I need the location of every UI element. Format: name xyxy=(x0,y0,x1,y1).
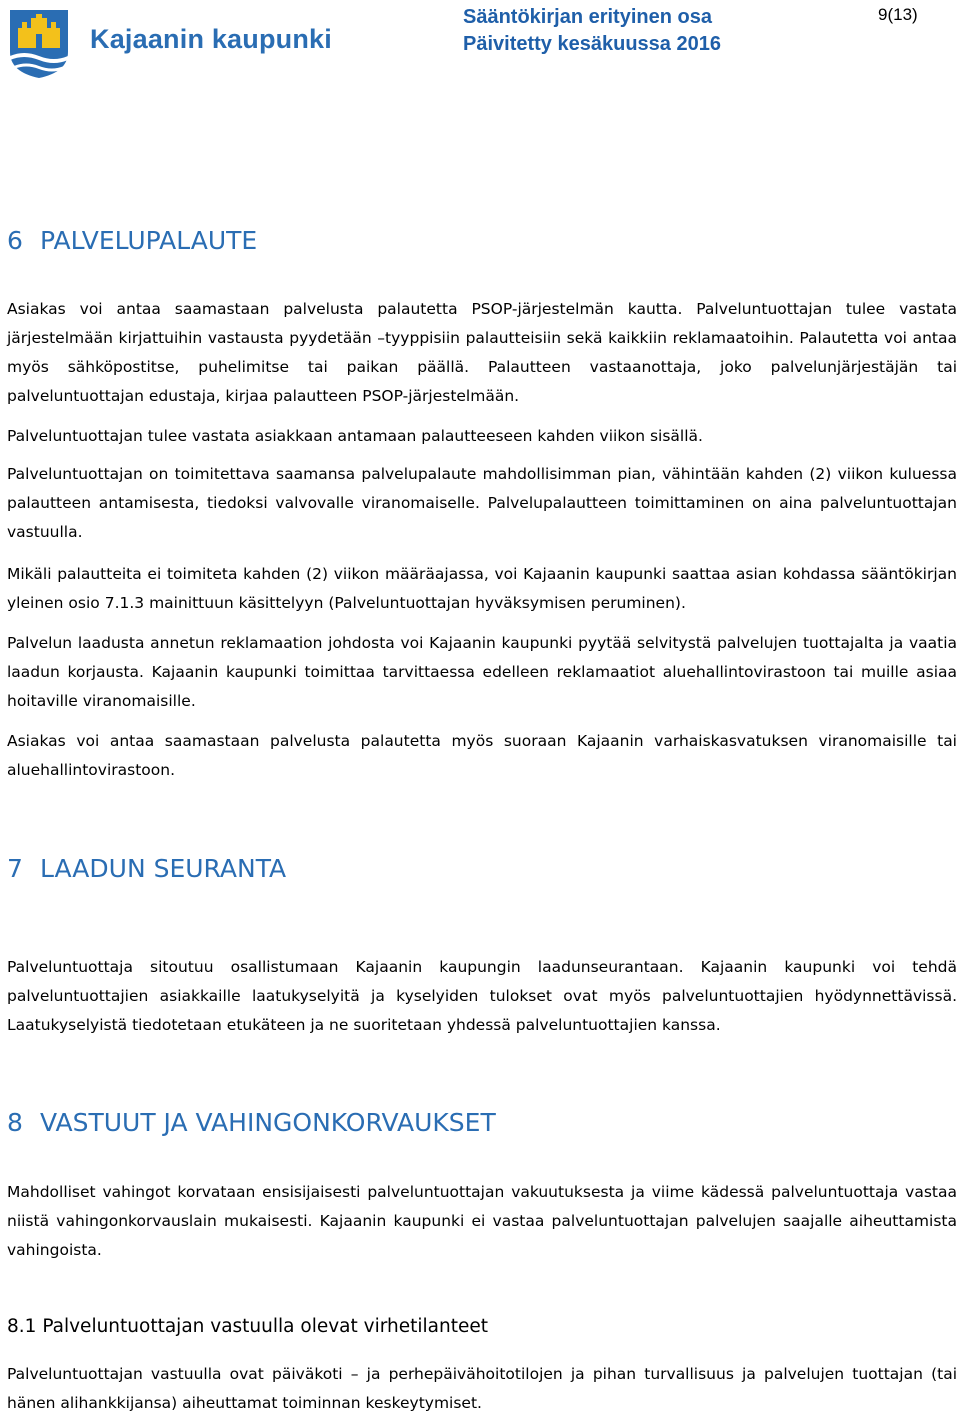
subsection-number: 8.1 xyxy=(7,1316,37,1337)
logo-wordmark: Kajaanin kaupunki xyxy=(90,24,332,54)
section-6-paragraph: Palvelun laadusta annetun reklamaation johdosta voi Kajaanin kaupunki pyytää selvitystä palvelujen tuottajalta ja vaatia laadun korjausta. Kajaanin kaupunki toimittaa tarvittaessa edelleen reklamaatiot aluehallintovirastoon tai muille asiaa hoitaville viranomaisille. xyxy=(7,634,957,710)
section-6-paragraph: Palveluntuottajan on toimitettava saamansa palvelupalaute mahdollisimman pian, vähintään kahden (2) viikon kuluessa palautteen antamisesta, tiedoksi valvovalle viranomaiselle. Palvelupalautteen toimittaminen on aina palveluntuottajan vastuulla. xyxy=(7,465,957,541)
section-7-heading xyxy=(7,854,286,883)
section-number: 8 xyxy=(7,1108,23,1137)
section-8-paragraph: Palveluntuottajan vastuulla ovat päiväkoti – ja perhepäivähoitotilojen ja pihan turvallisuus ja palvelujen tuottajan (tai hänen alihankkijansa) aiheuttamat toiminnan keskeytymiset. xyxy=(7,1365,957,1412)
section-title: LAADUN SEURANTA xyxy=(40,854,287,883)
kajaani-coat-of-arms-icon xyxy=(8,8,70,80)
section-title: PALVELUPALAUTE xyxy=(40,226,258,255)
section-number: 7 xyxy=(7,854,23,883)
section-number: 6 xyxy=(7,226,23,255)
subsection-8-1-heading xyxy=(7,1316,488,1337)
document-title xyxy=(463,4,721,58)
section-8-heading xyxy=(7,1108,496,1137)
section-7-paragraph: Palveluntuottaja sitoutuu osallistumaan Kajaanin kaupungin laadunseurantaan. Kajaanin kaupunki voi tehdä palveluntuottajien asiakkaille laatukyselyitä ja kyselyiden tulokset ovat myös palveluntuottajien hyödynnettävissä. Laatukyselyistä tiedotetaan etukäteen ja ne suoritetaan yhdessä palveluntuottajien kanssa. xyxy=(7,958,957,1034)
section-6-paragraph: Asiakas voi antaa saamastaan palvelusta palautetta myös suoraan Kajaanin varhaiskasvatuksen viranomaisille tai aluehallintovirastoon. xyxy=(7,732,957,779)
section-8-paragraph: Mahdolliset vahingot korvataan ensisijaisesti palveluntuottajan vakuutuksesta ja viime kädessä palveluntuottaja vastaa niistä vahingonkorvauslain mukaisesti. Kajaanin kaupunki ei vastaa palveluntuottajan palvelujen saajalle aiheuttamista vahingoista. xyxy=(7,1183,957,1259)
section-6-paragraph: Mikäli palautteita ei toimiteta kahden (2) viikon määräajassa, voi Kajaanin kaupunki saattaa asian kohdassa sääntökirjan yleinen osio 7.1.3 mainittuun käsittelyyn (Palveluntuottajan hyväksymisen peruminen). xyxy=(7,565,957,612)
section-title: VASTUUT JA VAHINGONKORVAUKSET xyxy=(40,1108,496,1137)
subsection-title: Palveluntuottajan vastuulla olevat virhetilanteet xyxy=(42,1316,488,1337)
section-6-paragraph: Asiakas voi antaa saamastaan palvelusta palautetta PSOP-järjestelmän kautta. Palveluntuottajan tulee vastata järjestelmään kirjattuihin vastausta pyydetään –tyyppisiin palautteisiin sekä kaikkiin reklamaatoihin. Palautetta voi antaa myös sähköpostitse, puhelimitse tai paikan päällä. Palautteen vastaanottaja, joko palvelunjärjestäjän tai palveluntuottajan edustaja, kirjaa palautteen PSOP-järjestelmään. xyxy=(7,300,957,405)
page-number: 9(13) xyxy=(878,5,918,24)
page-header xyxy=(0,0,960,90)
section-6-paragraph: Palveluntuottajan tulee vastata asiakkaan antamaan palautteeseen kahden viikon sisällä. xyxy=(7,427,703,445)
document-title-line2: Päivitetty kesäkuussa 2016 xyxy=(463,33,721,55)
document-title-line1: Sääntökirjan erityinen osa xyxy=(463,6,712,28)
section-6-heading xyxy=(7,226,257,255)
